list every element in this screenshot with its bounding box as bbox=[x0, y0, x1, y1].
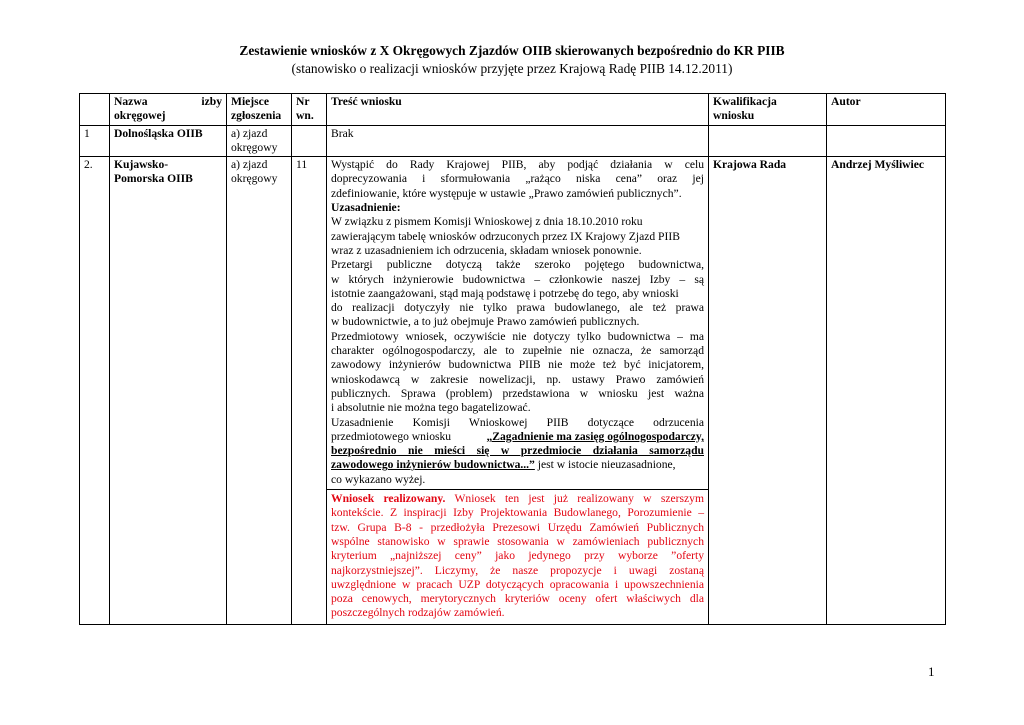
content-line: Przedmiotowy wniosek, oczywiście nie dotyczy tylko budownictwa – ma bbox=[331, 329, 704, 343]
content-line: i absolutnie nie można tego bagatelizować. bbox=[331, 401, 531, 415]
realization-line: najkorzystniejszej”. Liczymy, że nasze propozycje i uwagi zostaną bbox=[331, 563, 704, 577]
realization-line: kryterium „najniższej ceny” jako jedynego przy wyborze ”oferty bbox=[331, 549, 704, 563]
content-line: zdefiniowanie, które występuje w ustawie „Prawo zamówień publicznych”. bbox=[331, 186, 682, 200]
realization-line bbox=[331, 492, 704, 506]
header-author: Autor bbox=[827, 94, 946, 126]
row-place-part2: okręgowy bbox=[231, 172, 278, 186]
row-content: Brak bbox=[327, 125, 709, 157]
content-line bbox=[331, 458, 704, 472]
content-line: zawodowy inżynierów budownictwa PIIB nie może też być inicjatorem, bbox=[331, 358, 704, 372]
document-subtitle: (stanowisko o realizacji wniosków przyjęte przez Krajową Radę PIIB 14.12.2011) bbox=[291, 61, 733, 76]
row-qualification: Krajowa Rada bbox=[709, 157, 827, 625]
page-number: 1 bbox=[928, 664, 935, 679]
quoted-commission-text: zawodowego inżynierów budownictwa...” bbox=[331, 458, 535, 472]
realization-text: Wniosek ten jest już realizowany w szerszym bbox=[445, 492, 704, 506]
header-place bbox=[227, 94, 292, 126]
header-number-part2: wn. bbox=[296, 109, 314, 123]
realization-status-label: Wniosek realizowany. bbox=[331, 492, 446, 506]
content-line: w których inżynierowie budownictwa – członkowie naszej Izby – są bbox=[331, 272, 704, 286]
realization-line: wspólne stanowisko w sprawie stosowania w zamówieniach publicznych bbox=[331, 534, 704, 548]
realization-line: uwzględnione w pracach UZP dotyczących opracowania i upowszechnienia bbox=[331, 577, 704, 591]
content-line-text: jest w istocie nieuzasadnione, bbox=[534, 458, 676, 472]
row-chamber-name: Dolnośląska OIIB bbox=[110, 125, 227, 157]
realization-line: poszczególnych rodzajów zamówień. bbox=[331, 606, 505, 620]
content-line: wraz z uzasadnieniem ich odrzucenia, składam wniosek ponownie. bbox=[331, 243, 642, 257]
row-place bbox=[227, 125, 292, 157]
content-line: wnioskodawcą w zakresie nowelizacji, np. ustawy Prawo zamówień bbox=[331, 372, 704, 386]
header-place-part1: Miejsce bbox=[231, 95, 269, 108]
row-chamber-name bbox=[110, 157, 227, 625]
header-qualification-part1: Kwalifikacja bbox=[713, 95, 777, 108]
row-place bbox=[227, 157, 292, 625]
row-qualification bbox=[709, 125, 827, 157]
header-index bbox=[80, 94, 110, 126]
header-content: Treść wniosku bbox=[327, 94, 709, 126]
quoted-commission-text: „Zagadnienie ma zasięg ogólnogospodarczy, bbox=[486, 429, 704, 443]
row-author: Andrzej Myśliwiec bbox=[827, 157, 946, 625]
row-content bbox=[327, 157, 709, 625]
row-place-part1: a) zjazd bbox=[231, 158, 268, 172]
table-header-row bbox=[80, 94, 946, 126]
content-line bbox=[331, 430, 704, 444]
proposals-table bbox=[79, 93, 946, 625]
header-qualification-part2: wniosku bbox=[713, 109, 755, 123]
realization-status-block bbox=[327, 489, 708, 623]
row-index: 1 bbox=[80, 125, 110, 157]
content-line: Wystąpić do Rady Krajowej PIIB, aby podjąć działania w celu bbox=[331, 158, 704, 172]
row-place-part1: a) zjazd bbox=[231, 126, 268, 140]
row-author bbox=[827, 125, 946, 157]
realization-line: poza cenowych, merytorycznych kryteriów oceny ofert właściwych dla bbox=[331, 592, 704, 606]
header-chamber-name-part2: izby bbox=[201, 95, 222, 108]
realization-line: tzw. Grupa B-8 - przedłożyła Prezesowi Urzędu Zamówień Publicznych bbox=[331, 520, 704, 534]
header-number-part1: Nr bbox=[296, 95, 310, 108]
row-index: 2. bbox=[80, 157, 110, 625]
row-chamber-name-part2: Pomorska OIIB bbox=[114, 172, 193, 186]
quoted-commission-text: bezpośrednio nie mieści się w przedmiocie działania samorządu bbox=[331, 444, 704, 458]
content-line: zawierającym tabelę wniosków odrzuconych przez IX Krajowy Zjazd PIIB bbox=[331, 229, 680, 243]
header-place-part2: zgłoszenia bbox=[231, 109, 282, 123]
content-line: co wykazano wyżej. bbox=[331, 472, 426, 486]
row-number bbox=[292, 125, 327, 157]
table-row bbox=[80, 157, 946, 625]
header-qualification bbox=[709, 94, 827, 126]
header-number bbox=[292, 94, 327, 126]
document-title: Zestawienie wniosków z X Okręgowych Zjazdów OIIB skierowanych bezpośrednio do KR PIIB bbox=[239, 43, 785, 58]
content-line: charakter ogólnogospodarczy, ale to zupełnie nie oznacza, że samorząd bbox=[331, 344, 704, 358]
content-line: do realizacji dotyczyły nie tylko prawa budowlanego, ale też prawa bbox=[331, 301, 704, 315]
header-chamber-name-part1: Nazwa bbox=[114, 95, 148, 108]
content-line-text: przedmiotowego wniosku bbox=[331, 429, 452, 443]
content-line: doprecyzowania i sformułowania „rażąco niska cena” oraz jej bbox=[331, 172, 704, 186]
content-line: Uzasadnienie Komisji Wnioskowej PIIB dotyczące odrzucenia bbox=[331, 415, 704, 429]
row-place-part2: okręgowy bbox=[231, 140, 278, 154]
row-number: 11 bbox=[292, 157, 327, 625]
header-chamber-name bbox=[110, 94, 227, 126]
header-chamber-name-part3: okręgowej bbox=[114, 109, 166, 123]
table-row bbox=[80, 125, 946, 157]
content-line: W związku z pismem Komisji Wnioskowej z dnia 18.10.2010 roku bbox=[331, 215, 643, 229]
content-line: w budownictwie, a to już obejmuje Prawo zamówień publicznych. bbox=[331, 315, 640, 329]
content-line: Przetargi publiczne dotyczą także szeroko pojętego budownictwa, bbox=[331, 258, 704, 272]
content-line: istotnie zaangażowani, stąd mają podstawę i potrzebę do tego, aby wnioski bbox=[331, 286, 679, 300]
row-chamber-name-part1: Kujawsko- bbox=[114, 158, 169, 172]
justification-label: Uzasadnienie: bbox=[331, 201, 401, 215]
content-line: publicznych. Sprawa (problem) przedstawiona w wniosku jest ważna bbox=[331, 386, 704, 400]
realization-line: kontekście. Z inspiracji Izby Projektowania Budowlanego, Porozumienie – bbox=[331, 506, 704, 520]
